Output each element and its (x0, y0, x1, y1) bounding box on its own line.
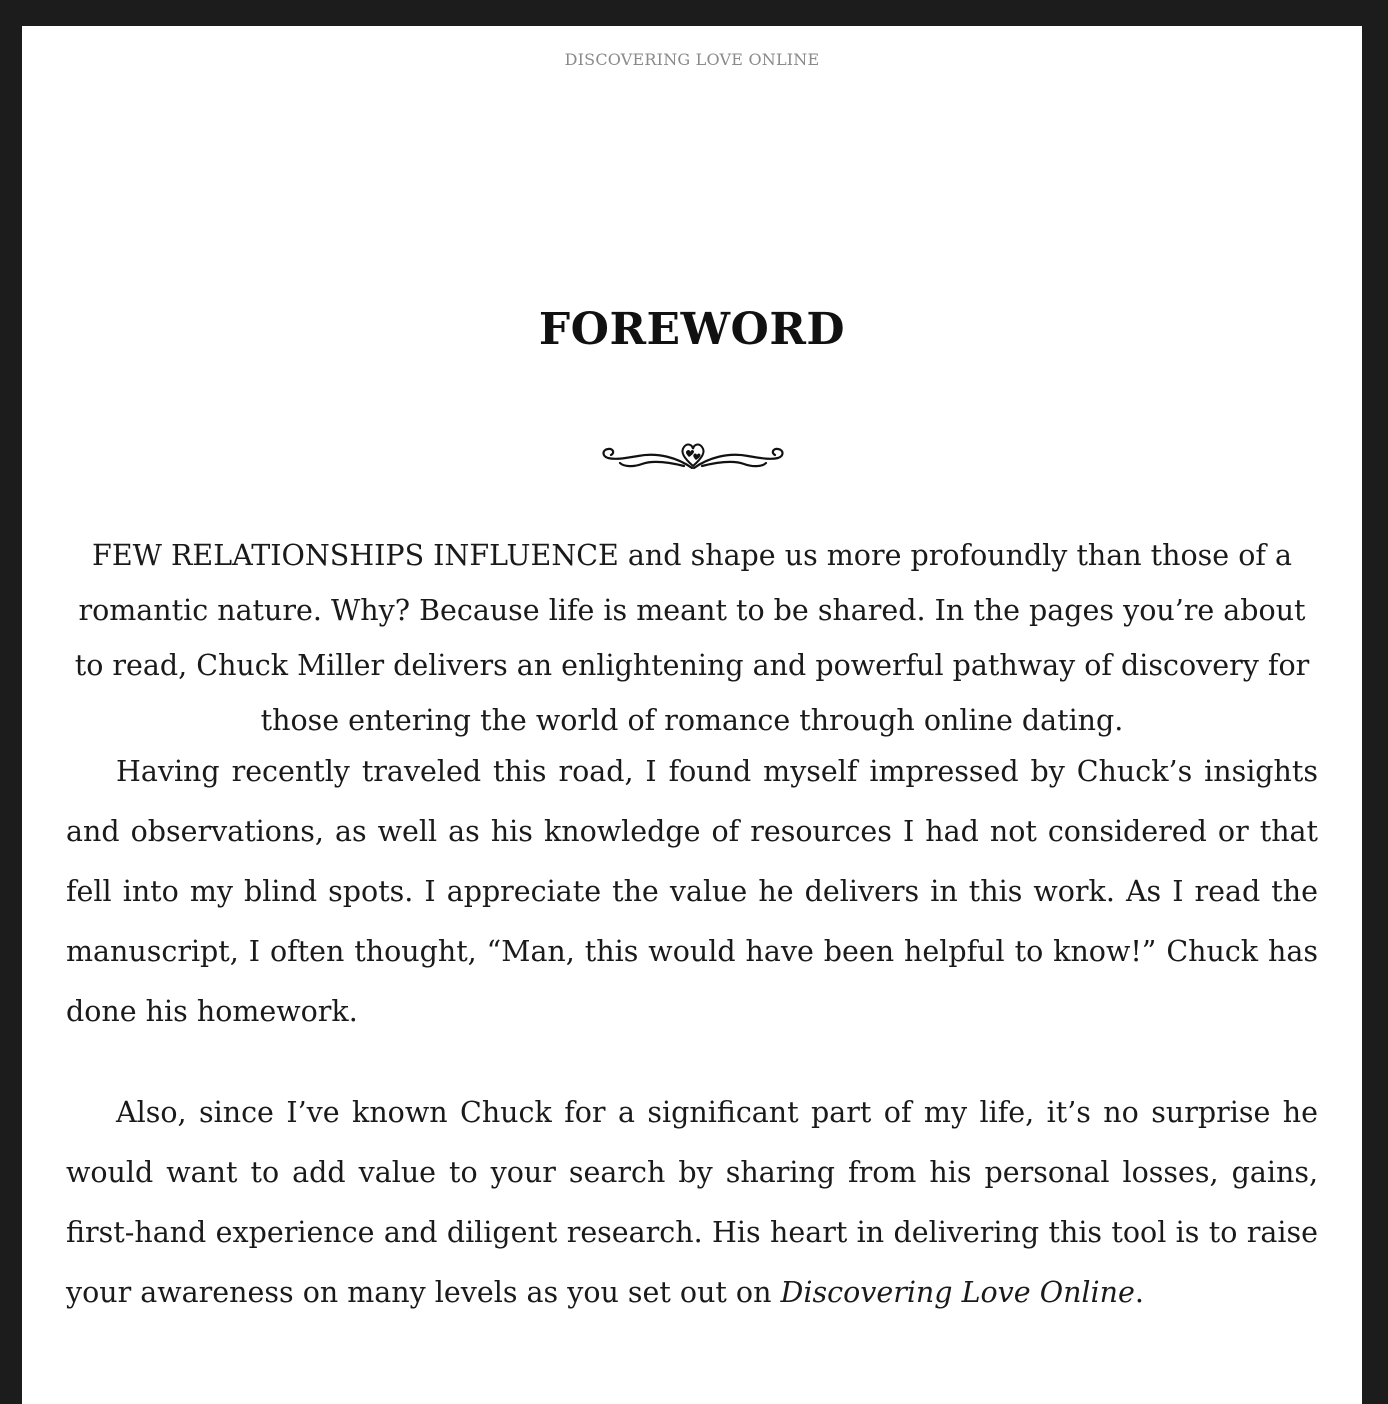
body-paragraph (66, 1083, 1318, 1323)
heart-flourish-ornament-icon (598, 436, 788, 476)
paragraph-text: Also, since I’ve known Chuck for a significant part of my life, it’s no surprise he would want to add value to your search by sharing from his personal losses, gains, first-hand experience and diligent research. His heart in delivering this tool is to raise your awareness on many levels as you set out on (66, 1096, 1318, 1309)
chapter-title: FOREWORD (538, 304, 846, 355)
running-head: DISCOVERING LOVE ONLINE (564, 50, 820, 69)
opening-paragraph (66, 528, 1318, 748)
paragraph-text: and shape us more profoundly than those of a romantic nature. Why? Because life is meant to be shared. In the pages you’re about to read, Chuck Miller delivers an enlightening and powerful pathway of discovery for those entering the world of romance through online dating. (74, 539, 1310, 737)
book-title-italic: Discovering Love Online (780, 1276, 1135, 1309)
paragraph-lead-in: FEW RELATIONSHIPS INFLUENCE (92, 539, 619, 572)
body-paragraph: Having recently traveled this road, I found myself impressed by Chuck’s insights and observations, as well as his knowledge of resources I had not considered or that fell into my blind spots. I appreciate the value he delivers in this work. As I read the manuscript, I often thought, “Man, this would have been helpful to know!” Chuck has done his homework. (66, 755, 1318, 1028)
book-page[interactable] (22, 26, 1362, 1404)
paragraph-text: . (1134, 1276, 1144, 1309)
